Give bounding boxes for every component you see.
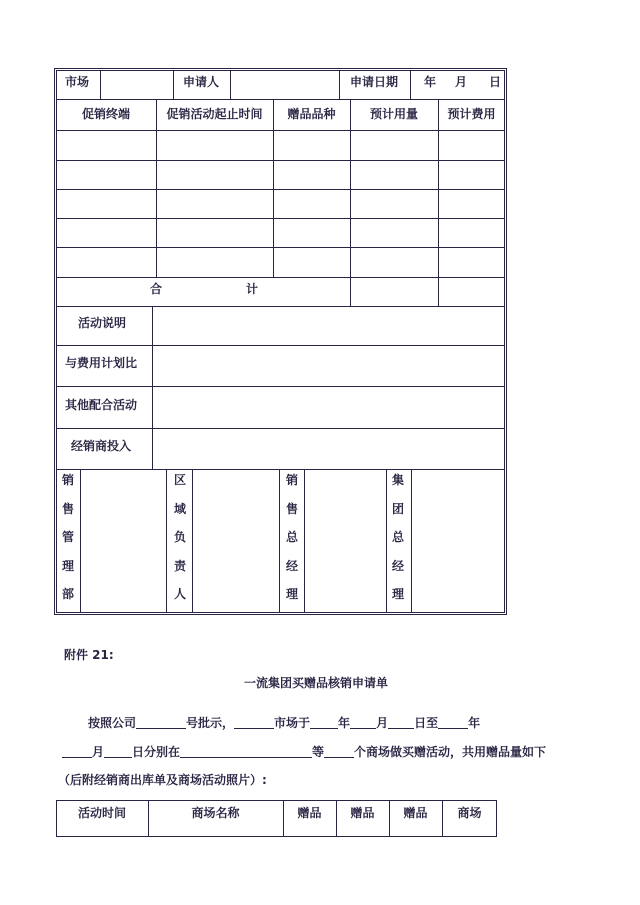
col-header-period: 促销活动起止时间 — [166, 107, 263, 121]
sales-mgmt-char: 售 — [61, 501, 74, 516]
row-divider — [56, 345, 505, 346]
market-value-cell[interactable] — [101, 71, 172, 98]
region-head-char: 人 — [173, 587, 186, 601]
col-divider — [166, 469, 167, 613]
col-header-terminal: 促销终端 — [81, 107, 130, 121]
col-header-mall: 商场 — [457, 806, 482, 820]
attachment-title: 一流集团买赠品核销申请单 — [244, 676, 389, 690]
group-gm-label — [391, 466, 405, 609]
group-gm-char: 经 — [391, 558, 404, 573]
sales-gm-char: 理 — [285, 587, 298, 601]
group-gm-char: 集 — [391, 473, 404, 487]
sales-gm-label — [285, 466, 299, 609]
sales-gm-char: 销 — [285, 473, 298, 487]
col-divider — [410, 70, 411, 99]
col-divider — [438, 99, 439, 306]
col-divider — [339, 70, 340, 99]
col-divider — [350, 99, 351, 306]
sales-mgmt-char: 销 — [61, 473, 74, 487]
region-head-char: 负 — [173, 530, 186, 544]
p2-text-d: 个商场做买赠活动，共用赠品量如下 — [354, 745, 547, 759]
paragraph-line-1 — [88, 716, 480, 730]
day-label: 日 — [489, 75, 502, 89]
col-header-gift-1: 赠品 — [297, 806, 322, 820]
col-header-activity-time: 活动时间 — [77, 806, 126, 820]
start-year-blank[interactable] — [310, 716, 338, 729]
col-divider — [279, 469, 280, 613]
col-divider — [152, 306, 153, 469]
p1-text-b: 号批示， — [186, 716, 235, 730]
region-head-label — [173, 466, 187, 609]
p2-text-a: 月 — [92, 745, 105, 759]
approval-number-blank[interactable] — [136, 716, 186, 729]
col-divider — [273, 99, 274, 277]
month-label: 月 — [455, 75, 468, 89]
other-activity-label: 其他配合活动 — [65, 398, 138, 412]
row-divider — [56, 428, 505, 429]
plan-compare-label: 与费用计划比 — [65, 356, 138, 370]
paragraph-line-2 — [62, 745, 546, 759]
col-header-gift-type: 赠品品种 — [287, 107, 336, 121]
col-divider — [192, 469, 193, 613]
col-header-est-cost: 预计费用 — [447, 107, 496, 121]
group-gm-char: 理 — [391, 587, 404, 601]
market-blank[interactable] — [234, 716, 274, 729]
mall-names-blank[interactable] — [180, 745, 312, 758]
col-header-est-qty: 预计用量 — [369, 107, 418, 121]
applicant-label: 申请人 — [183, 75, 220, 89]
p1-text-a: 按照公司 — [88, 716, 137, 730]
col-header-mall-name: 商场名称 — [191, 806, 240, 820]
end-month-blank[interactable] — [62, 745, 92, 758]
end-day-blank[interactable] — [104, 745, 132, 758]
mall-count-blank[interactable] — [324, 745, 354, 758]
col-divider — [304, 469, 305, 613]
p1-text-e: 月 — [376, 716, 389, 730]
group-gm-char: 团 — [391, 501, 404, 516]
col-divider — [386, 469, 387, 613]
col-divider — [80, 469, 81, 613]
p1-text-f: 日至 — [414, 716, 439, 730]
apply-date-label: 申请日期 — [350, 75, 399, 89]
group-gm-char: 总 — [391, 530, 404, 544]
sales-mgmt-dept-label — [61, 466, 75, 609]
total-label-he: 合 — [150, 282, 163, 296]
col-divider — [156, 99, 157, 277]
applicant-value-cell[interactable] — [231, 71, 338, 98]
activity-desc-label: 活动说明 — [78, 316, 127, 330]
sales-mgmt-char: 管 — [61, 530, 74, 544]
year-label: 年 — [424, 75, 437, 89]
distributor-label: 经销商投入 — [71, 439, 132, 453]
p2-text-c: 等 — [312, 745, 325, 759]
sales-gm-char: 经 — [285, 558, 298, 573]
sales-mgmt-char: 理 — [61, 558, 74, 573]
col-divider — [173, 70, 174, 99]
paragraph-line-3: （后附经销商出库单及商场活动照片）: — [58, 773, 267, 787]
market-label: 市场 — [65, 75, 90, 89]
start-day-blank[interactable] — [388, 716, 414, 729]
end-year-blank[interactable] — [438, 716, 468, 729]
region-head-char: 区 — [173, 473, 186, 487]
p1-text-g: 年 — [468, 716, 481, 730]
total-label-ji: 计 — [246, 282, 259, 296]
p1-text-c: 市场于 — [274, 716, 311, 730]
region-head-char: 责 — [173, 558, 186, 573]
sales-mgmt-char: 部 — [61, 587, 74, 601]
start-month-blank[interactable] — [350, 716, 376, 729]
row-divider — [56, 306, 505, 307]
attachment-label: 附件 21: — [64, 648, 114, 662]
region-head-char: 域 — [173, 501, 186, 516]
p1-text-d: 年 — [338, 716, 351, 730]
sales-gm-char: 总 — [285, 530, 298, 544]
col-header-gift-3: 赠品 — [403, 806, 428, 820]
row-divider — [56, 386, 505, 387]
sales-gm-char: 售 — [285, 501, 298, 516]
row-divider — [56, 469, 505, 470]
col-header-gift-2: 赠品 — [350, 806, 375, 820]
p2-text-b: 日分别在 — [132, 745, 181, 759]
col-divider — [411, 469, 412, 613]
